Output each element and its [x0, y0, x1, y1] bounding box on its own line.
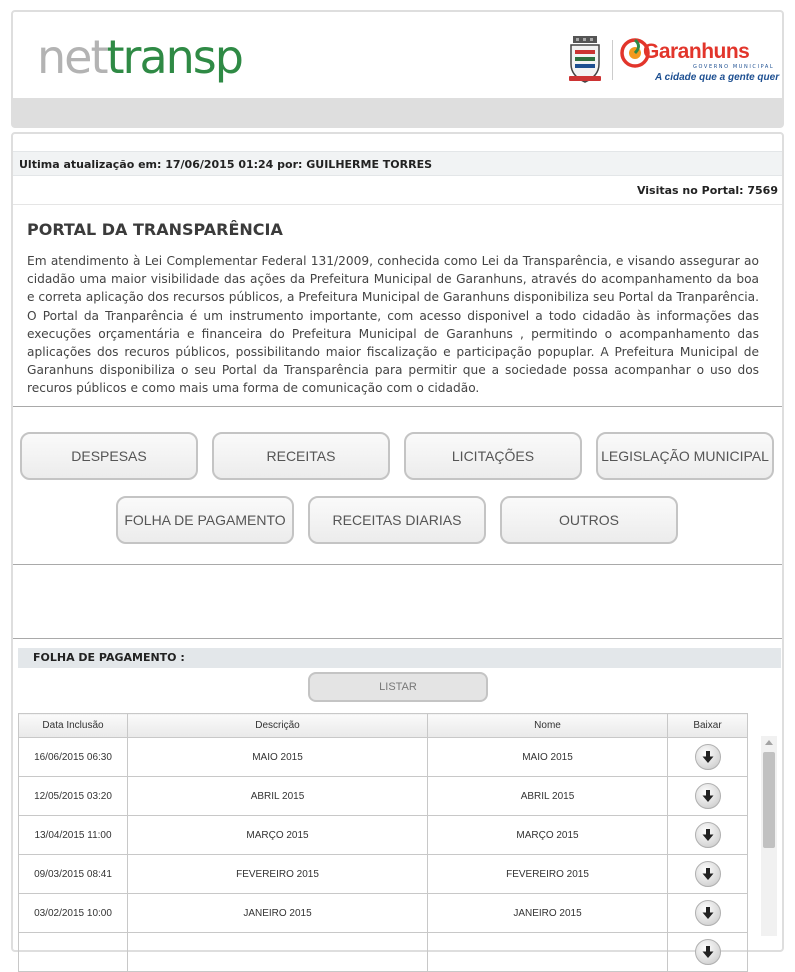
column-header-nome[interactable]: Nome — [428, 714, 668, 738]
page-title: PORTAL DA TRANSPARÊNCIA — [27, 220, 283, 239]
download-arrow-icon — [701, 906, 715, 920]
table-row — [19, 855, 748, 894]
visit-counter: Visitas no Portal: 7569 — [636, 184, 778, 197]
cell-baixar — [668, 894, 748, 933]
download-arrow-icon — [701, 750, 715, 764]
cell-nome: ABRIL 2015 — [428, 777, 668, 816]
municipality-subtitle: GOVERNO MUNICIPAL — [693, 64, 775, 70]
table-row — [19, 933, 748, 972]
table-row — [19, 738, 748, 777]
download-button[interactable] — [695, 900, 721, 926]
column-header-baixar[interactable]: Baixar — [668, 714, 748, 738]
municipality-slogan: A cidade que a gente quer — [655, 72, 780, 83]
municipality-name: Garanhuns — [643, 40, 750, 63]
download-button[interactable] — [695, 861, 721, 887]
table-scrollbar[interactable] — [761, 736, 777, 936]
download-button[interactable] — [695, 939, 721, 965]
cell-baixar — [668, 738, 748, 777]
divider — [13, 638, 782, 639]
cell-descricao: FEVEREIRO 2015 — [128, 855, 428, 894]
despesas-button[interactable]: DESPESAS — [20, 432, 198, 480]
download-button[interactable] — [695, 822, 721, 848]
cell-descricao: JANEIRO 2015 — [128, 894, 428, 933]
scroll-up-arrow-icon[interactable] — [765, 740, 773, 745]
header-bar — [13, 98, 782, 126]
receitas-button[interactable]: RECEITAS — [212, 432, 390, 480]
receitas-diarias-button[interactable]: RECEITAS DIARIAS — [308, 496, 486, 544]
site-header — [11, 10, 784, 128]
divider — [13, 204, 782, 205]
intro-text: Em atendimento à Lei Complementar Federal 131/2009, conhecida como Lei da Transparência, e visando assegurar ao cidadão uma maior visibilidade das ações da Prefeitura Municipal de Garanhuns, através do acompanhamento da boa e correta aplicação dos recursos públicos, a Prefeitura Municipal de Garanhuns disponibiliza seu Portal da Tranparência. O Portal da Tranparência é um instrumento importante, com acesso disponivel a todo cidadão às informações das execuções orçamentária e financeira do Prefeitura Municipal de Garanhuns , permitindo o acompanhamento das aplicações dos recuros públicos, possibilitando maior fiscalização e participação popuplar. A Prefeitura Municipal de Garanhuns disponibiliza o seu Portal da Transparência para permitir que a sociedade possa acompanhar o uso dos recuros públicos e como mais uma forma de comunicação com o cidadão. — [27, 254, 759, 396]
cell-descricao — [128, 933, 428, 972]
logo-transp: transp — [106, 30, 242, 84]
last-update: Ultima atualização em: 17/06/2015 01:24 por: GUILHERME TORRES — [13, 151, 782, 176]
table-row — [19, 816, 748, 855]
section-heading: FOLHA DE PAGAMENTO : — [18, 648, 781, 668]
licitacoes-button[interactable]: LICITAÇÕES — [404, 432, 582, 480]
listar-button[interactable]: LISTAR — [308, 672, 488, 702]
cell-descricao: MAIO 2015 — [128, 738, 428, 777]
column-header-descricao[interactable]: Descrição — [128, 714, 428, 738]
cell-baixar — [668, 777, 748, 816]
cell-nome: JANEIRO 2015 — [428, 894, 668, 933]
column-header-data[interactable]: Data Inclusão — [19, 714, 128, 738]
cell-nome: MARÇO 2015 — [428, 816, 668, 855]
cell-baixar — [668, 855, 748, 894]
download-arrow-icon — [701, 867, 715, 881]
nettransp-logo[interactable] — [37, 30, 242, 84]
download-arrow-icon — [701, 828, 715, 842]
table-row — [19, 894, 748, 933]
cell-data: 09/03/2015 08:41 — [19, 855, 128, 894]
download-button[interactable] — [695, 783, 721, 809]
cell-baixar — [668, 816, 748, 855]
cell-descricao: ABRIL 2015 — [128, 777, 428, 816]
download-arrow-icon — [701, 789, 715, 803]
divider — [13, 564, 782, 565]
logo-net: net — [37, 30, 107, 84]
outros-button[interactable]: OUTROS — [500, 496, 678, 544]
logo-divider — [612, 40, 613, 80]
main-panel — [11, 132, 784, 952]
cell-nome — [428, 933, 668, 972]
download-button[interactable] — [695, 744, 721, 770]
cell-baixar — [668, 933, 748, 972]
table-row — [19, 777, 748, 816]
cell-data: 12/05/2015 03:20 — [19, 777, 128, 816]
legislacao-button[interactable]: LEGISLAÇÃO MUNICIPAL — [596, 432, 774, 480]
cell-descricao: MARÇO 2015 — [128, 816, 428, 855]
cell-data: 13/04/2015 11:00 — [19, 816, 128, 855]
scroll-thumb[interactable] — [763, 752, 775, 848]
table-header-row — [19, 714, 748, 738]
cell-nome: FEVEREIRO 2015 — [428, 855, 668, 894]
payroll-table — [18, 713, 748, 972]
folha-pagamento-button[interactable]: FOLHA DE PAGAMENTO — [116, 496, 294, 544]
logo-area — [13, 12, 782, 100]
download-arrow-icon — [701, 945, 715, 959]
divider — [13, 406, 782, 407]
cell-data — [19, 933, 128, 972]
cell-data: 16/06/2015 06:30 — [19, 738, 128, 777]
coat-of-arms-icon — [567, 36, 603, 84]
cell-data: 03/02/2015 10:00 — [19, 894, 128, 933]
cell-nome: MAIO 2015 — [428, 738, 668, 777]
